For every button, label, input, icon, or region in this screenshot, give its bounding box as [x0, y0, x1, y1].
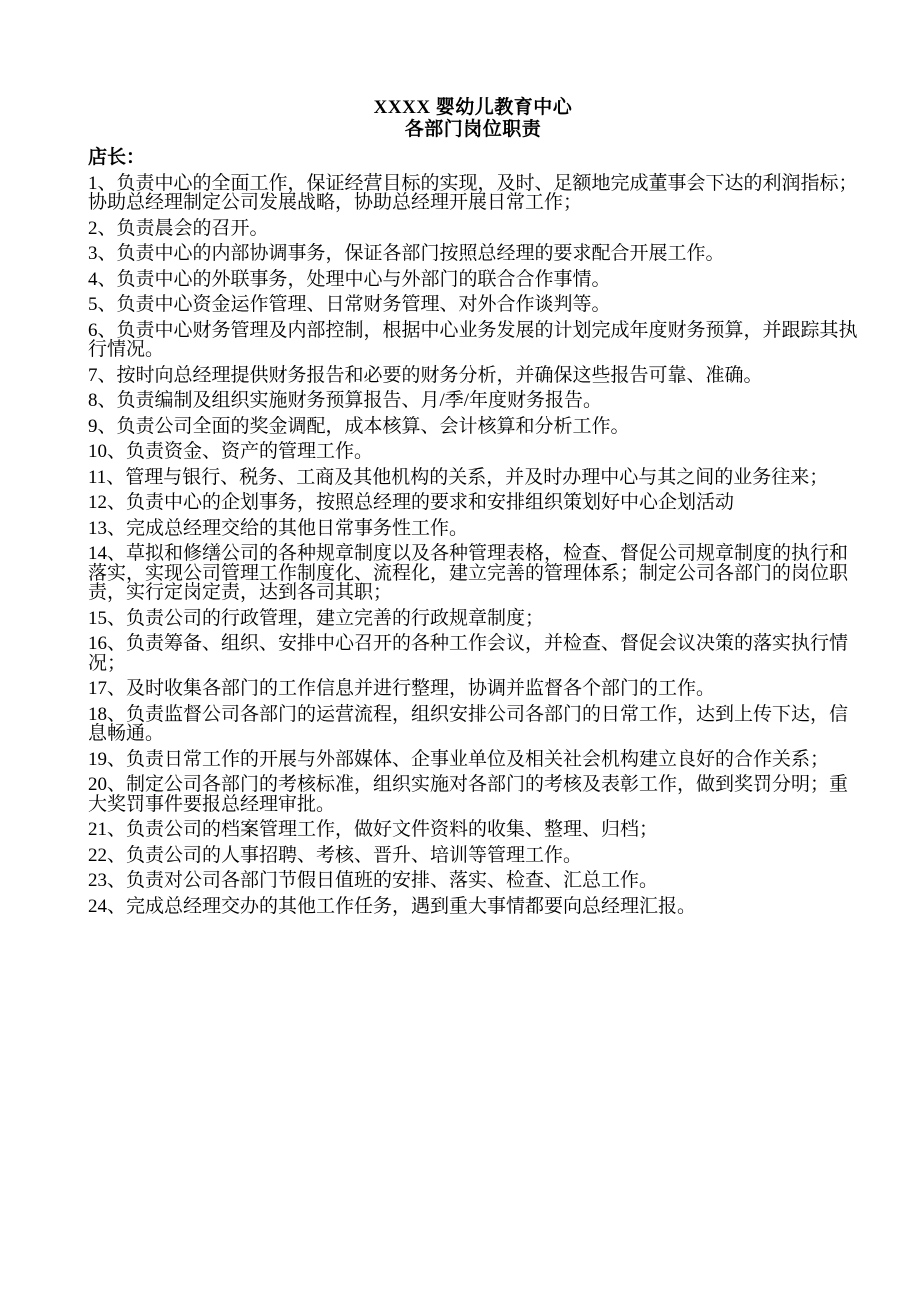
duty-item-9: 9、负责公司全面的奖金调配，成本核算、会计核算和分析工作。 — [88, 415, 630, 437]
duty-item-15: 15、负责公司的行政管理，建立完善的行政规章制度； — [88, 607, 545, 629]
duty-item-13: 13、完成总经理交给的其他日常事务性工作。 — [88, 517, 469, 539]
duty-item-21: 21、负责公司的档案管理工作，做好文件资料的收集、整理、归档； — [88, 819, 659, 840]
duty-item-2: 2、负责晨会的召开。 — [88, 217, 269, 239]
duty-item-19: 19、负责日常工作的开展与外部媒体、企事业单位及相关社会机构建立良好的合作关系； — [88, 748, 830, 770]
section-heading: 店长： — [88, 147, 146, 168]
duty-item-11: 11、管理与银行、税务、工商及其他机构的关系，并及时办理中心与其之间的业务往来； — [88, 466, 829, 488]
duty-item-20: 20、制定公司各部门的考核标准，组织实施对各部门的考核及表彰工作，做到奖罚分明；重大奖罚事件要报总经理审批。 — [88, 774, 849, 815]
duty-item-10: 10、负责资金、资产的管理工作。 — [88, 441, 374, 462]
duty-item-16: 16、负责筹备、组织、安排中心召开的各种工作会议，并检查、督促会议决策的落实执行情况； — [88, 633, 849, 674]
duty-item-17: 17、及时收集各部门的工作信息并进行整理，协调并监督各个部门的工作。 — [88, 678, 716, 699]
doc-title-line1: XXXX 婴幼儿教育中心 — [373, 97, 573, 118]
duty-item-7: 7、按时向总经理提供财务报告和必要的财务分析，并确保这些报告可靠、准确。 — [88, 364, 763, 386]
duty-item-4: 4、负责中心的外联事务，处理中心与外部门的联合合作事情。 — [88, 268, 611, 290]
duty-item-22: 22、负责公司的人事招聘、考核、晋升、培训等管理工作。 — [88, 844, 583, 866]
duty-item-8: 8、负责编制及组织实施财务预算报告、月/季/年度财务报告。 — [88, 390, 603, 411]
duty-item-24: 24、完成总经理交办的其他工作任务，遇到重大事情都要向总经理汇报。 — [88, 895, 697, 917]
duty-item-3: 3、负责中心的内部协调事务，保证各部门按照总经理的要求配合开展工作。 — [88, 243, 725, 264]
duty-item-1: 1、负责中心的全面工作，保证经营目标的实现，及时、足额地完成董事会下达的利润指标；协助总经理制定公司发展战略，协助总经理开展日常工作； — [88, 172, 858, 213]
duty-item-23: 23、负责对公司各部门节假日值班的安排、落实、检查、汇总工作。 — [88, 870, 659, 891]
duty-item-18: 18、负责监督公司各部门的运营流程，组织安排公司各部门的日常工作，达到上传下达，信息畅通。 — [88, 703, 849, 744]
doc-title-line2: 各部门岗位职责 — [404, 119, 542, 140]
duty-item-6: 6、负责中心财务管理及内部控制，根据中心业务发展的计划完成年度财务预算，并跟踪其执行情况。 — [88, 319, 858, 360]
duty-item-14: 14、草拟和修缮公司的各种规章制度以及各种管理表格，检查、督促公司规章制度的执行和落实，实现公司管理工作制度化、流程化，建立完善的管理体系；制定公司各部门的岗位职责，实行定岗定责，达到各司其职； — [88, 543, 849, 603]
duty-item-5: 5、负责中心资金运作管理、日常财务管理、对外合作谈判等。 — [88, 294, 611, 315]
duty-item-12: 12、负责中心的企划事务，按照总经理的要求和安排组织策划好中心企划活动 — [88, 492, 735, 513]
